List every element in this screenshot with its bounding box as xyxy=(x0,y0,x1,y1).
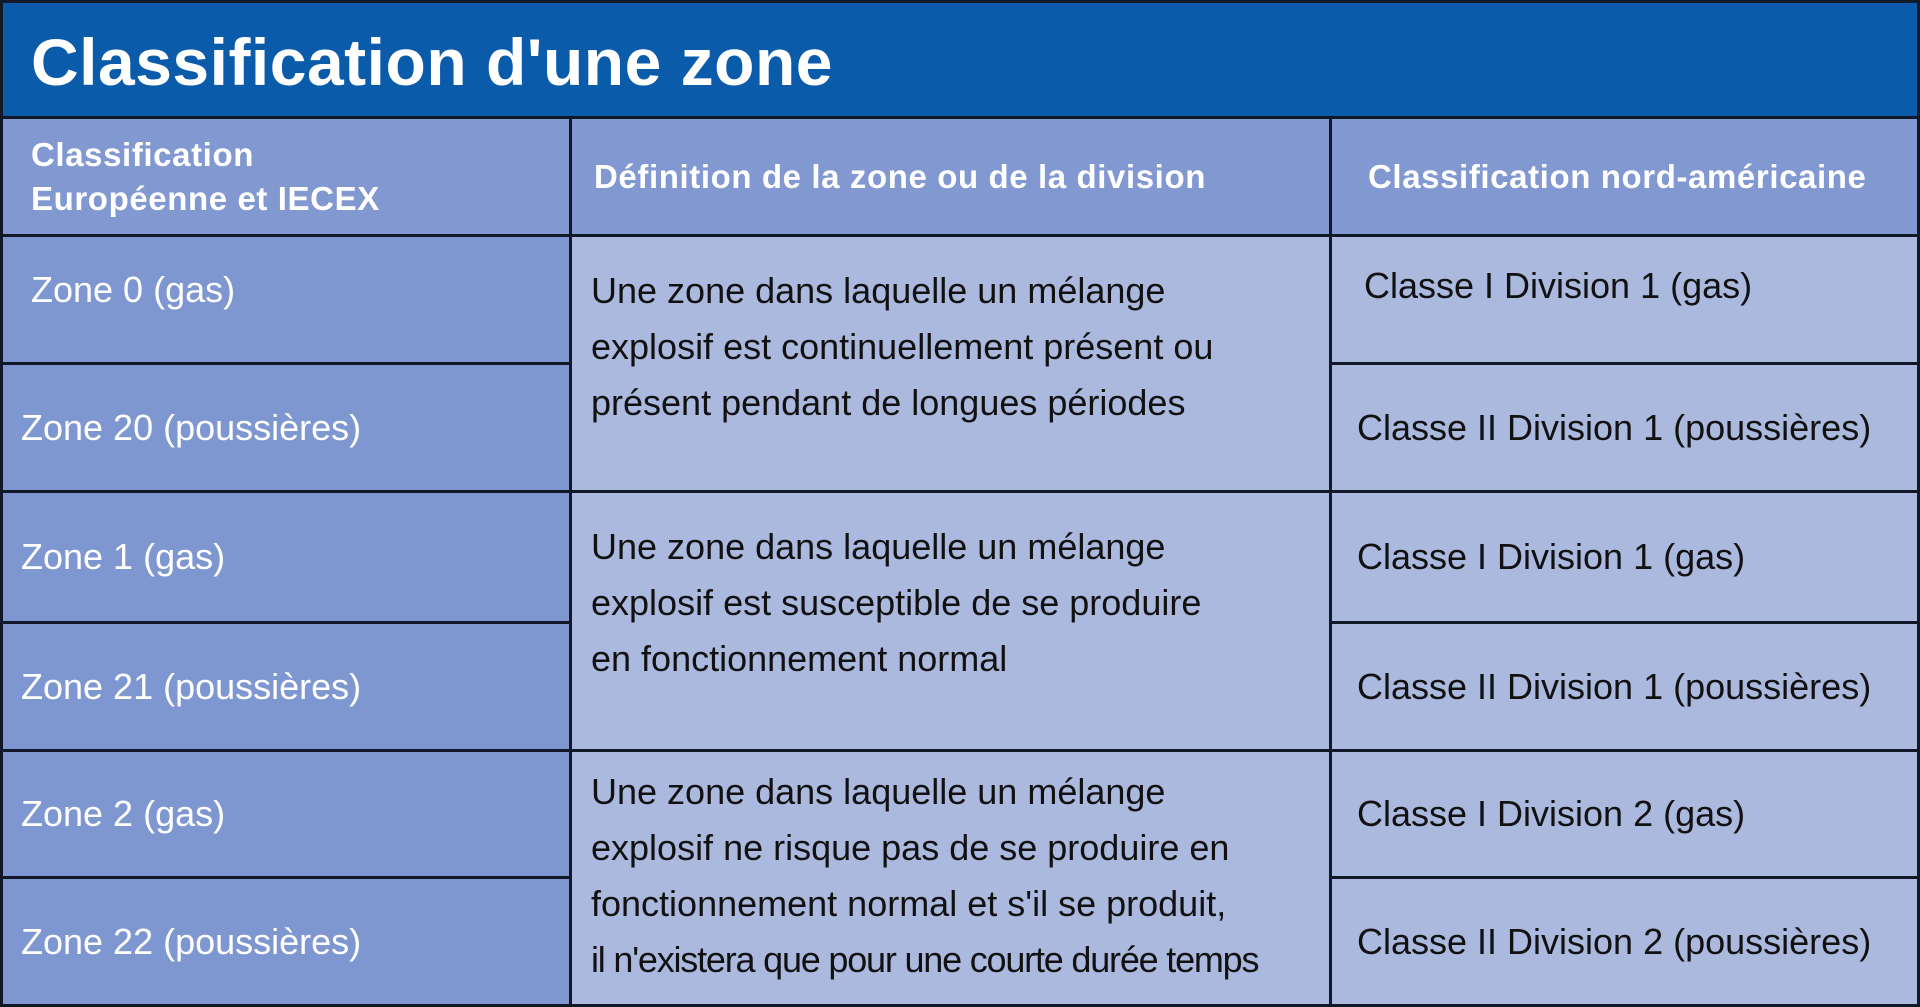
north-american-cell xyxy=(1332,237,1917,365)
definition-cell xyxy=(572,237,1332,493)
definition-line: il n'existera que pour une courte durée temps xyxy=(591,939,1259,980)
header-european xyxy=(3,119,572,237)
definition-line: fonctionnement normal et s'il se produit, xyxy=(591,883,1227,924)
zone-label: Zone 20 (poussières) xyxy=(21,406,362,448)
north-american-cell xyxy=(1332,624,1917,752)
north-american-label: Classe II Division 2 (poussières) xyxy=(1357,920,1872,962)
north-american-label: Classe II Division 1 (poussières) xyxy=(1357,406,1872,448)
zone-cell xyxy=(3,237,572,365)
north-american-cell xyxy=(1332,752,1917,879)
definition-line: explosif est susceptible de se produire xyxy=(591,582,1202,623)
table-title: Classification d'une zone xyxy=(31,25,833,99)
zone-cell xyxy=(3,493,572,624)
zone-label: Zone 1 (gas) xyxy=(21,536,226,577)
north-american-label: Classe II Division 1 (poussières) xyxy=(1357,665,1872,707)
definition-line: explosif est continuellement présent ou xyxy=(591,326,1214,367)
north-american-label: Classe I Division 1 (gas) xyxy=(1357,536,1746,577)
zone-label: Zone 22 (poussières) xyxy=(21,920,362,962)
zone-cell xyxy=(3,752,572,879)
zone-cell xyxy=(3,879,572,1004)
header-european-label: Classification Européenne et IECEX xyxy=(31,135,380,217)
zone-cell xyxy=(3,624,572,752)
definition-line: explosif ne risque pas de se produire en xyxy=(591,827,1230,868)
zone-label: Zone 2 (gas) xyxy=(21,793,226,834)
north-american-label: Classe I Division 1 (gas) xyxy=(1364,265,1753,306)
definition-cell xyxy=(572,752,1332,1004)
definition-cell xyxy=(572,493,1332,752)
definition-line: Une zone dans laquelle un mélange xyxy=(591,771,1166,812)
header-definition-label: Définition de la zone ou de la division xyxy=(594,157,1206,195)
header-north-american xyxy=(1332,119,1917,237)
zone-label: Zone 21 (poussières) xyxy=(21,665,362,707)
header-definition xyxy=(572,119,1332,237)
north-american-label: Classe I Division 2 (gas) xyxy=(1357,793,1746,834)
definition-line: présent pendant de longues périodes xyxy=(591,382,1186,423)
north-american-cell xyxy=(1332,365,1917,493)
title-bar xyxy=(3,3,1917,119)
zone-cell xyxy=(3,365,572,493)
classification-grid xyxy=(3,119,1917,1004)
definition-line: Une zone dans laquelle un mélange xyxy=(591,270,1166,311)
definition-line: Une zone dans laquelle un mélange xyxy=(591,526,1166,567)
zone-label: Zone 0 (gas) xyxy=(31,269,236,310)
definition-line: en fonctionnement normal xyxy=(591,638,1008,679)
header-north-american-label: Classification nord-américaine xyxy=(1368,157,1867,195)
north-american-cell xyxy=(1332,493,1917,624)
north-american-cell xyxy=(1332,879,1917,1004)
